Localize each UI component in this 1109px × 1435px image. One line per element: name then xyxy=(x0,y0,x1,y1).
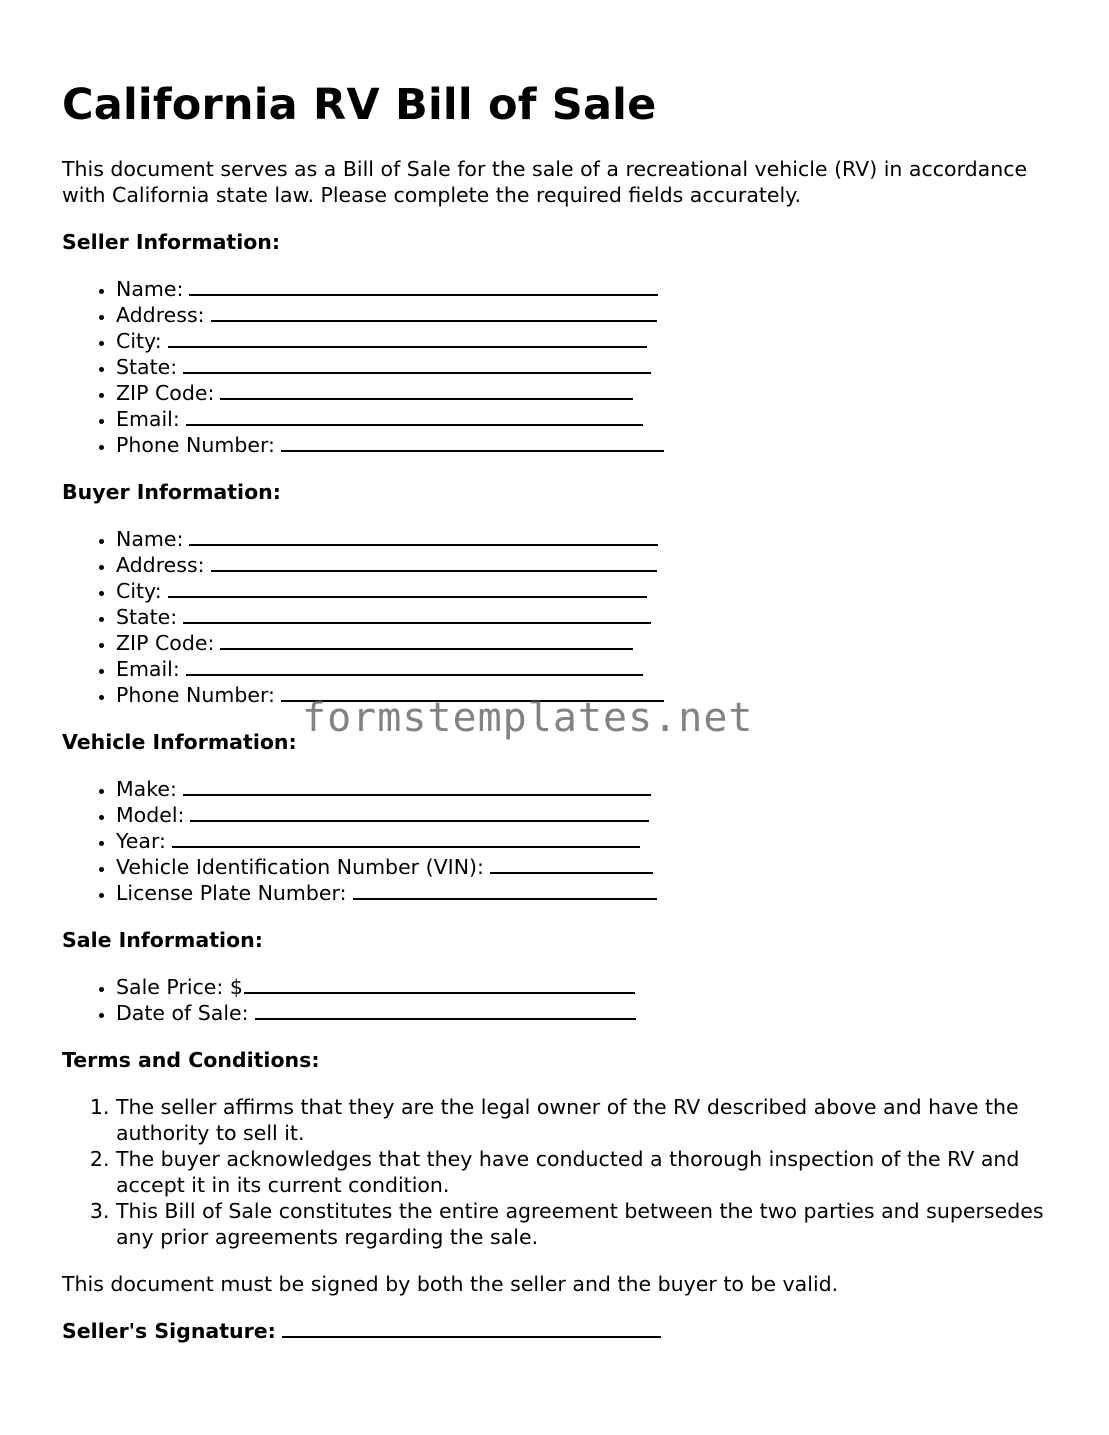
seller-signature-blank[interactable] xyxy=(282,1319,661,1338)
seller-name-blank[interactable] xyxy=(189,277,658,296)
buyer-zip-blank[interactable] xyxy=(220,631,633,650)
buyer-name-blank[interactable] xyxy=(189,527,658,546)
field-label: Address: xyxy=(116,303,205,327)
sale-date-blank[interactable] xyxy=(255,1001,636,1020)
buyer-state-blank[interactable] xyxy=(183,605,651,624)
list-item xyxy=(116,328,1052,354)
field-label: Date of Sale: xyxy=(116,1001,249,1025)
list-item xyxy=(116,880,1052,906)
list-item xyxy=(116,406,1052,432)
field-label: License Plate Number: xyxy=(116,881,347,905)
seller-phone-blank[interactable] xyxy=(281,433,664,452)
field-label: City: xyxy=(116,329,162,353)
sale-section-heading: Sale Information: xyxy=(62,928,263,952)
list-item xyxy=(116,974,1052,1000)
vehicle-vin-blank[interactable] xyxy=(490,855,653,874)
validity-note: This document must be signed by both the seller and the buyer to be valid. xyxy=(62,1272,839,1296)
vehicle-year-blank[interactable] xyxy=(172,829,640,848)
list-item xyxy=(116,552,1052,578)
field-label: City: xyxy=(116,579,162,603)
intro-paragraph: This document serves as a Bill of Sale for the sale of a recreational vehicle (RV) in accordance with California state law. Please complete the required fields accurately. xyxy=(62,157,1028,207)
list-item xyxy=(116,276,1052,302)
seller-state-blank[interactable] xyxy=(183,355,651,374)
list-item xyxy=(116,1000,1052,1026)
watermark: formstemplates.net xyxy=(302,695,754,741)
list-item: 1. The seller affirms that they are the legal owner of the RV described above and have the authority to sell it. xyxy=(116,1094,1052,1146)
field-label: Phone Number: xyxy=(116,683,275,707)
field-label: Email: xyxy=(116,657,180,681)
vehicle-make-blank[interactable] xyxy=(183,777,651,796)
list-item xyxy=(116,578,1052,604)
terms-list xyxy=(62,1094,1052,1250)
list-item xyxy=(116,630,1052,656)
vehicle-section-heading: Vehicle Information: xyxy=(62,730,297,754)
seller-field-list xyxy=(62,276,1052,458)
seller-city-blank[interactable] xyxy=(168,329,647,348)
field-label: Make: xyxy=(116,777,177,801)
signature-label: Seller's Signature: xyxy=(62,1319,276,1343)
list-item xyxy=(116,828,1052,854)
list-item xyxy=(116,432,1052,458)
vehicle-field-list xyxy=(62,776,1052,906)
buyer-address-blank[interactable] xyxy=(211,553,657,572)
field-label: Email: xyxy=(116,407,180,431)
list-item xyxy=(116,604,1052,630)
seller-address-blank[interactable] xyxy=(211,303,657,322)
list-item xyxy=(116,776,1052,802)
list-item: 3. This Bill of Sale constitutes the entire agreement between the two parties and supersedes any prior agreements regarding the sale. xyxy=(116,1198,1052,1250)
field-label: ZIP Code: xyxy=(116,381,215,405)
buyer-email-blank[interactable] xyxy=(186,657,643,676)
field-label: Name: xyxy=(116,277,184,301)
field-label: Year: xyxy=(116,829,166,853)
list-item xyxy=(116,656,1052,682)
seller-section-heading: Seller Information: xyxy=(62,230,281,254)
seller-signature-line xyxy=(62,1318,1052,1344)
field-label: Name: xyxy=(116,527,184,551)
terms-section-heading: Terms and Conditions: xyxy=(62,1048,320,1072)
list-item xyxy=(116,802,1052,828)
sale-field-list xyxy=(62,974,1052,1026)
buyer-field-list xyxy=(62,526,1052,708)
list-item xyxy=(116,854,1052,880)
seller-zip-blank[interactable] xyxy=(220,381,633,400)
list-item: 2. The buyer acknowledges that they have conducted a thorough inspection of the RV and accept it in its current condition. xyxy=(116,1146,1052,1198)
field-label: Model: xyxy=(116,803,185,827)
buyer-section-heading: Buyer Information: xyxy=(62,480,281,504)
list-item xyxy=(116,302,1052,328)
buyer-city-blank[interactable] xyxy=(168,579,647,598)
vehicle-model-blank[interactable] xyxy=(190,803,649,822)
field-label: Sale Price: $ xyxy=(116,975,243,999)
field-label: ZIP Code: xyxy=(116,631,215,655)
field-label: Vehicle Identification Number (VIN): xyxy=(116,855,484,879)
document-title: California RV Bill of Sale xyxy=(62,80,657,130)
list-item xyxy=(116,526,1052,552)
list-item xyxy=(116,354,1052,380)
field-label: Address: xyxy=(116,553,205,577)
list-item xyxy=(116,380,1052,406)
field-label: State: xyxy=(116,605,178,629)
field-label: Phone Number: xyxy=(116,433,275,457)
sale-price-blank[interactable] xyxy=(244,975,635,994)
vehicle-plate-blank[interactable] xyxy=(353,881,657,900)
field-label: State: xyxy=(116,355,178,379)
seller-email-blank[interactable] xyxy=(186,407,643,426)
